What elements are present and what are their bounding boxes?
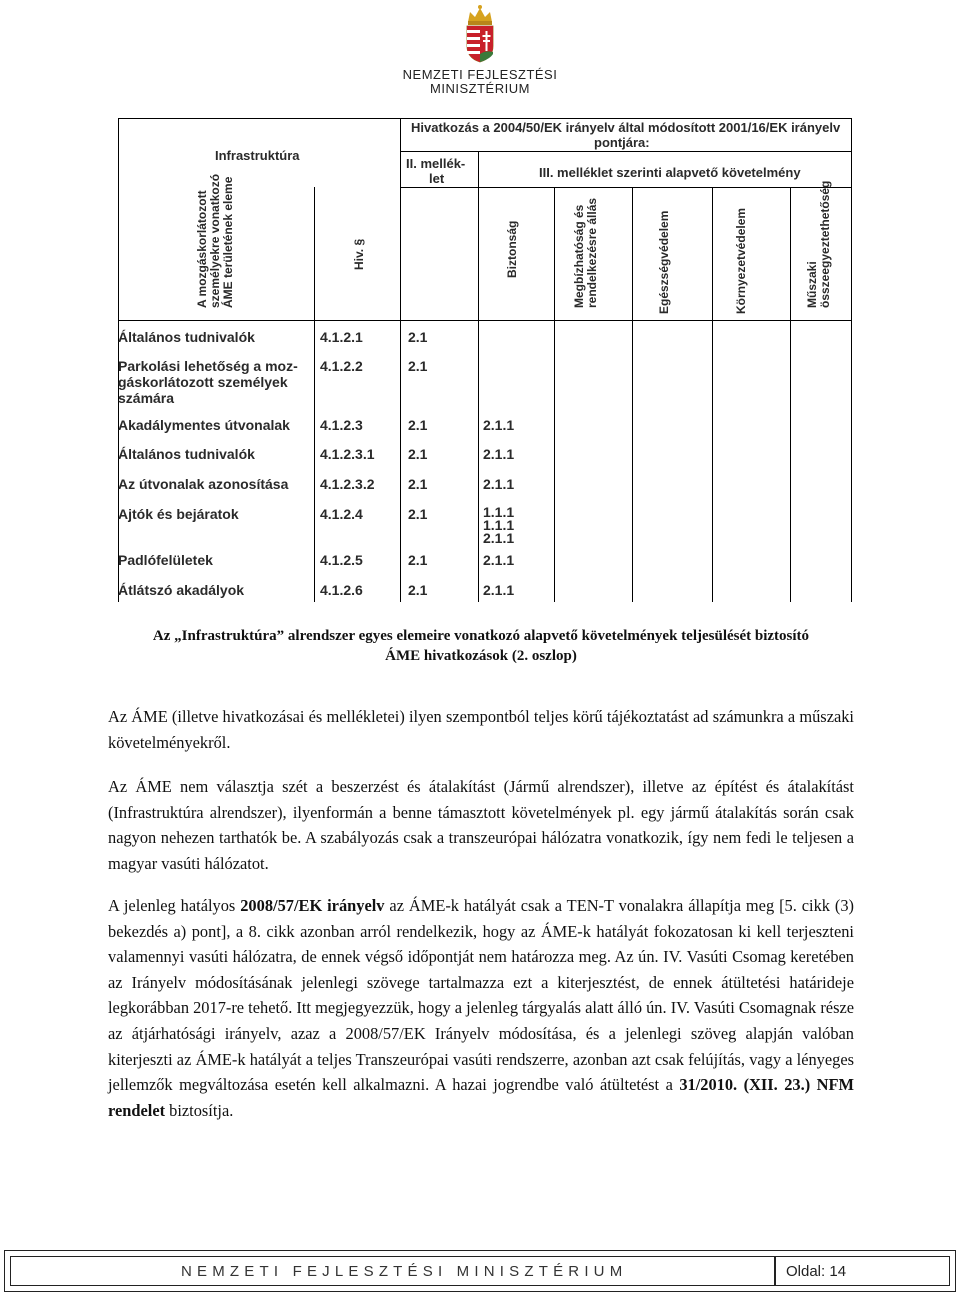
row-name: Parkolási lehetőség a moz- gáskorlátozott személyek számára <box>118 358 298 406</box>
col-header-environment: Környezetvédelem <box>734 207 748 314</box>
paragraph-1: Az ÁME (illetve hivatkozásai és mellékletei) ilyen szempontból teljes körű tájékoztatást ad számunkra a műszaki követelményekről. <box>108 707 854 752</box>
table-title: Infrastruktúra <box>215 148 300 163</box>
row-ref: 4.1.2.3 <box>320 417 363 433</box>
row-annex: 2.1 <box>408 417 428 433</box>
row-annex: 2.1 <box>408 476 428 492</box>
org-name-line1: NEMZETI FEJLESZTÉSI <box>402 67 558 82</box>
paragraph-2: Az ÁME nem választja szét a beszerzést és átalakítást (Jármű alrendszer), illetve az építést és átalakítást (Infrastruktúra alrendszer), ilyenformán a benne támasztott követelmények pl. egy jármű átalakítás során csak nagyon nehezen tarthatók be. A szabályozás csak a transzeurópai hálózatra vonatkozik, így nem fedi le teljesen a magyar vasúti hálózatot. <box>108 777 854 873</box>
row-annex: 2.1 <box>408 329 428 345</box>
row-safety: 2.1.1 <box>483 476 515 492</box>
ministry-logo <box>0 4 960 96</box>
col-header-safety: Biztonság <box>505 220 519 278</box>
row-safety: 2.1.1 <box>483 552 515 568</box>
caption-line2: ÁME hivatkozások (2. oszlop) <box>385 648 577 664</box>
row-safety: 2.1.1 <box>483 417 515 433</box>
hungarian-crest-icon <box>460 4 500 64</box>
table-caption <box>108 626 854 666</box>
row-name: Padlófelületek <box>118 552 213 568</box>
row-annex: 2.1 <box>408 358 428 374</box>
col-header-element: A mozgáskorlátozott személyekre vonatkozó ÁME területének eleme <box>195 173 235 308</box>
row-annex: 2.1 <box>408 582 428 598</box>
col-header-hiv: Hiv. § <box>352 238 366 270</box>
header-top-line2: pontjára: <box>594 135 650 150</box>
row-safety: 2.1.1 <box>483 446 515 462</box>
row-ref: 4.1.2.3.1 <box>320 446 375 462</box>
decree-reference: 31/2010. (XII. 23.) NFM rendelet <box>108 1075 854 1120</box>
annex3-label: III. melléklet szerinti alapvető követelmény <box>539 165 801 180</box>
caption-line1: Az „Infrastruktúra” alrendszer egyes elemeire vonatkozó alapvető követelmények teljesülését biztosító <box>152 628 810 644</box>
row-ref: 4.1.2.3.2 <box>320 476 375 492</box>
row-safety: 2.1.1 <box>483 582 515 598</box>
col-header-technical: Műszaki összeegyeztethetőség <box>805 180 832 308</box>
annex2-label-line2: let <box>429 171 445 186</box>
footer-title: NEMZETI FEJLESZTÉSI MINISZTÉRIUM <box>181 1262 628 1280</box>
row-annex: 2.1 <box>408 446 428 462</box>
row-ref: 4.1.2.2 <box>320 358 363 374</box>
page-number: Oldal: 14 <box>774 1257 949 1285</box>
row-name: Akadálymentes útvonalak <box>118 417 290 433</box>
p3-text: A jelenleg hatályos <box>108 896 241 915</box>
row-name: Átlátszó akadályok <box>118 582 245 598</box>
row-ref: 4.1.2.6 <box>320 582 363 598</box>
row-ref: 4.1.2.4 <box>320 506 363 522</box>
row-annex: 2.1 <box>408 506 428 522</box>
row-ref: 4.1.2.1 <box>320 329 363 345</box>
org-name-line2: MINISZTÉRIUM <box>430 81 530 96</box>
ame-reference-table <box>118 118 852 602</box>
row-name: Általános tudnivalók <box>118 446 255 462</box>
header-top-line1: Hivatkozás a 2004/50/EK irányelv által módosított 2001/16/EK irányelv <box>411 120 841 135</box>
p3-text: az ÁME-k hatályát csak a TEN-T vonalakra állapítja meg [5. cikk (3) bekezdés a) pont], a 8. cikk azonban arról rendelkezik, hogy az ÁME-k hatályát fokozatosan ki kell terjeszteni valamennyi vasúti hálózatra, de ennek végső időpontját nem határozza meg. Az ún. IV. Vasúti Csomag keretében az Irányelv módosításának jelenlegi szövege tartalmazza ezt a kiterjesztést, de ennek átültetési határideje legkorábban 2017-re tehető. Itt megjegyezzük, hogy a jelenleg tárgyalás alatt álló ún. IV. Vasúti Csomagnak része az átjárhatósági irányelv, azaz a 2008/57/EK Irányelv módosítása, és a jelenlegi szöveg alapján valóban kiterjeszti az ÁME-k hatályát a teljes Transzeurópai vasúti rendszerre, azonban azt csak felújítás, vagy a lényeges jellemzők megváltozása esetén kell alkalmazni. A hazai jogrendbe való átültetést a <box>108 896 855 1095</box>
annex2-label-line1: II. mellék- <box>406 156 466 171</box>
directive-reference: 2008/57/EK irányelv <box>240 896 385 915</box>
row-name: Általános tudnivalók <box>118 329 255 345</box>
row-ref: 4.1.2.5 <box>320 552 363 568</box>
row-name: Az útvonalak azonosítása <box>118 476 289 492</box>
row-annex: 2.1 <box>408 552 428 568</box>
paragraph-3 <box>108 893 854 1123</box>
page-footer <box>4 1250 956 1292</box>
row-safety: 1.1.1 1.1.1 2.1.1 <box>483 504 515 546</box>
row-name: Ajtók és bejáratok <box>118 506 239 522</box>
col-header-health: Egészségvédelem <box>657 210 671 314</box>
p3-text: biztosítja. <box>165 1100 234 1120</box>
col-header-reliability: Megbízhatóság és rendelkezésre állás <box>572 197 599 308</box>
